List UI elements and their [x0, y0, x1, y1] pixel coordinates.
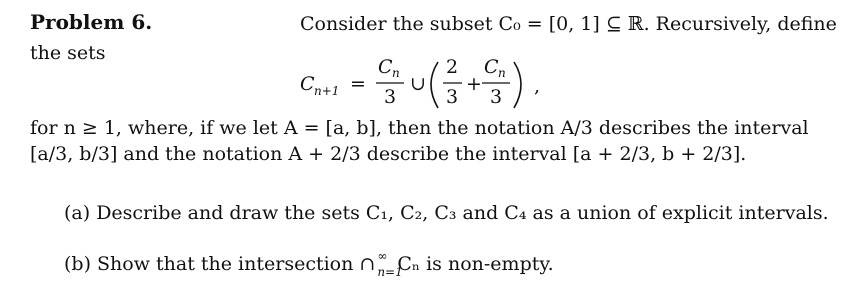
part-b-prefix: (b) Show that the intersection ∩ — [64, 253, 376, 275]
problem-intro-continued: the sets — [30, 42, 106, 64]
frac3-denominator: 3 — [490, 86, 503, 108]
left-paren — [431, 62, 438, 108]
intersection-upper-limit: ∞ — [377, 249, 388, 263]
eq-lhs: C — [300, 73, 315, 95]
frac2-numerator: 2 — [446, 56, 459, 78]
intersection-lower-limit: n=1 — [377, 265, 403, 279]
frac1-numerator-sub: n — [392, 66, 400, 80]
eq-trailing-comma: , — [534, 75, 541, 97]
eq-union: ∪ — [410, 73, 426, 95]
body-line-1: for n ≥ 1, where, if we let A = [a, b], then the notation A/3 describes the interval — [30, 117, 809, 139]
part-a: (a) Describe and draw the sets C₁, C₂, C₃ and C₄ as a union of explicit intervals. — [64, 202, 829, 224]
eq-equals: = — [350, 73, 366, 95]
problem-intro: Consider the subset C₀ = [0, 1] ⊆ ℝ. Recursively, define — [300, 13, 837, 35]
frac1-denominator: 3 — [384, 86, 397, 108]
body-line-2: [a/3, b/3] and the notation A + 2/3 describe the interval [a + 2/3, b + 2/3]. — [30, 143, 747, 165]
problem-label: Problem 6. — [30, 10, 153, 34]
frac3-numerator-sub: n — [498, 66, 506, 80]
frac2-denominator: 3 — [446, 86, 459, 108]
part-b — [64, 249, 554, 279]
recursive-definition-equation — [300, 54, 570, 116]
part-b-suffix: Cₙ is non-empty. — [397, 253, 554, 275]
eq-lhs-sub: n+1 — [314, 84, 340, 98]
right-paren — [514, 62, 521, 108]
eq-plus: + — [466, 73, 482, 95]
intersection-limits — [375, 249, 403, 279]
frac1-numerator: C — [378, 56, 393, 78]
frac3-numerator: C — [484, 56, 499, 78]
